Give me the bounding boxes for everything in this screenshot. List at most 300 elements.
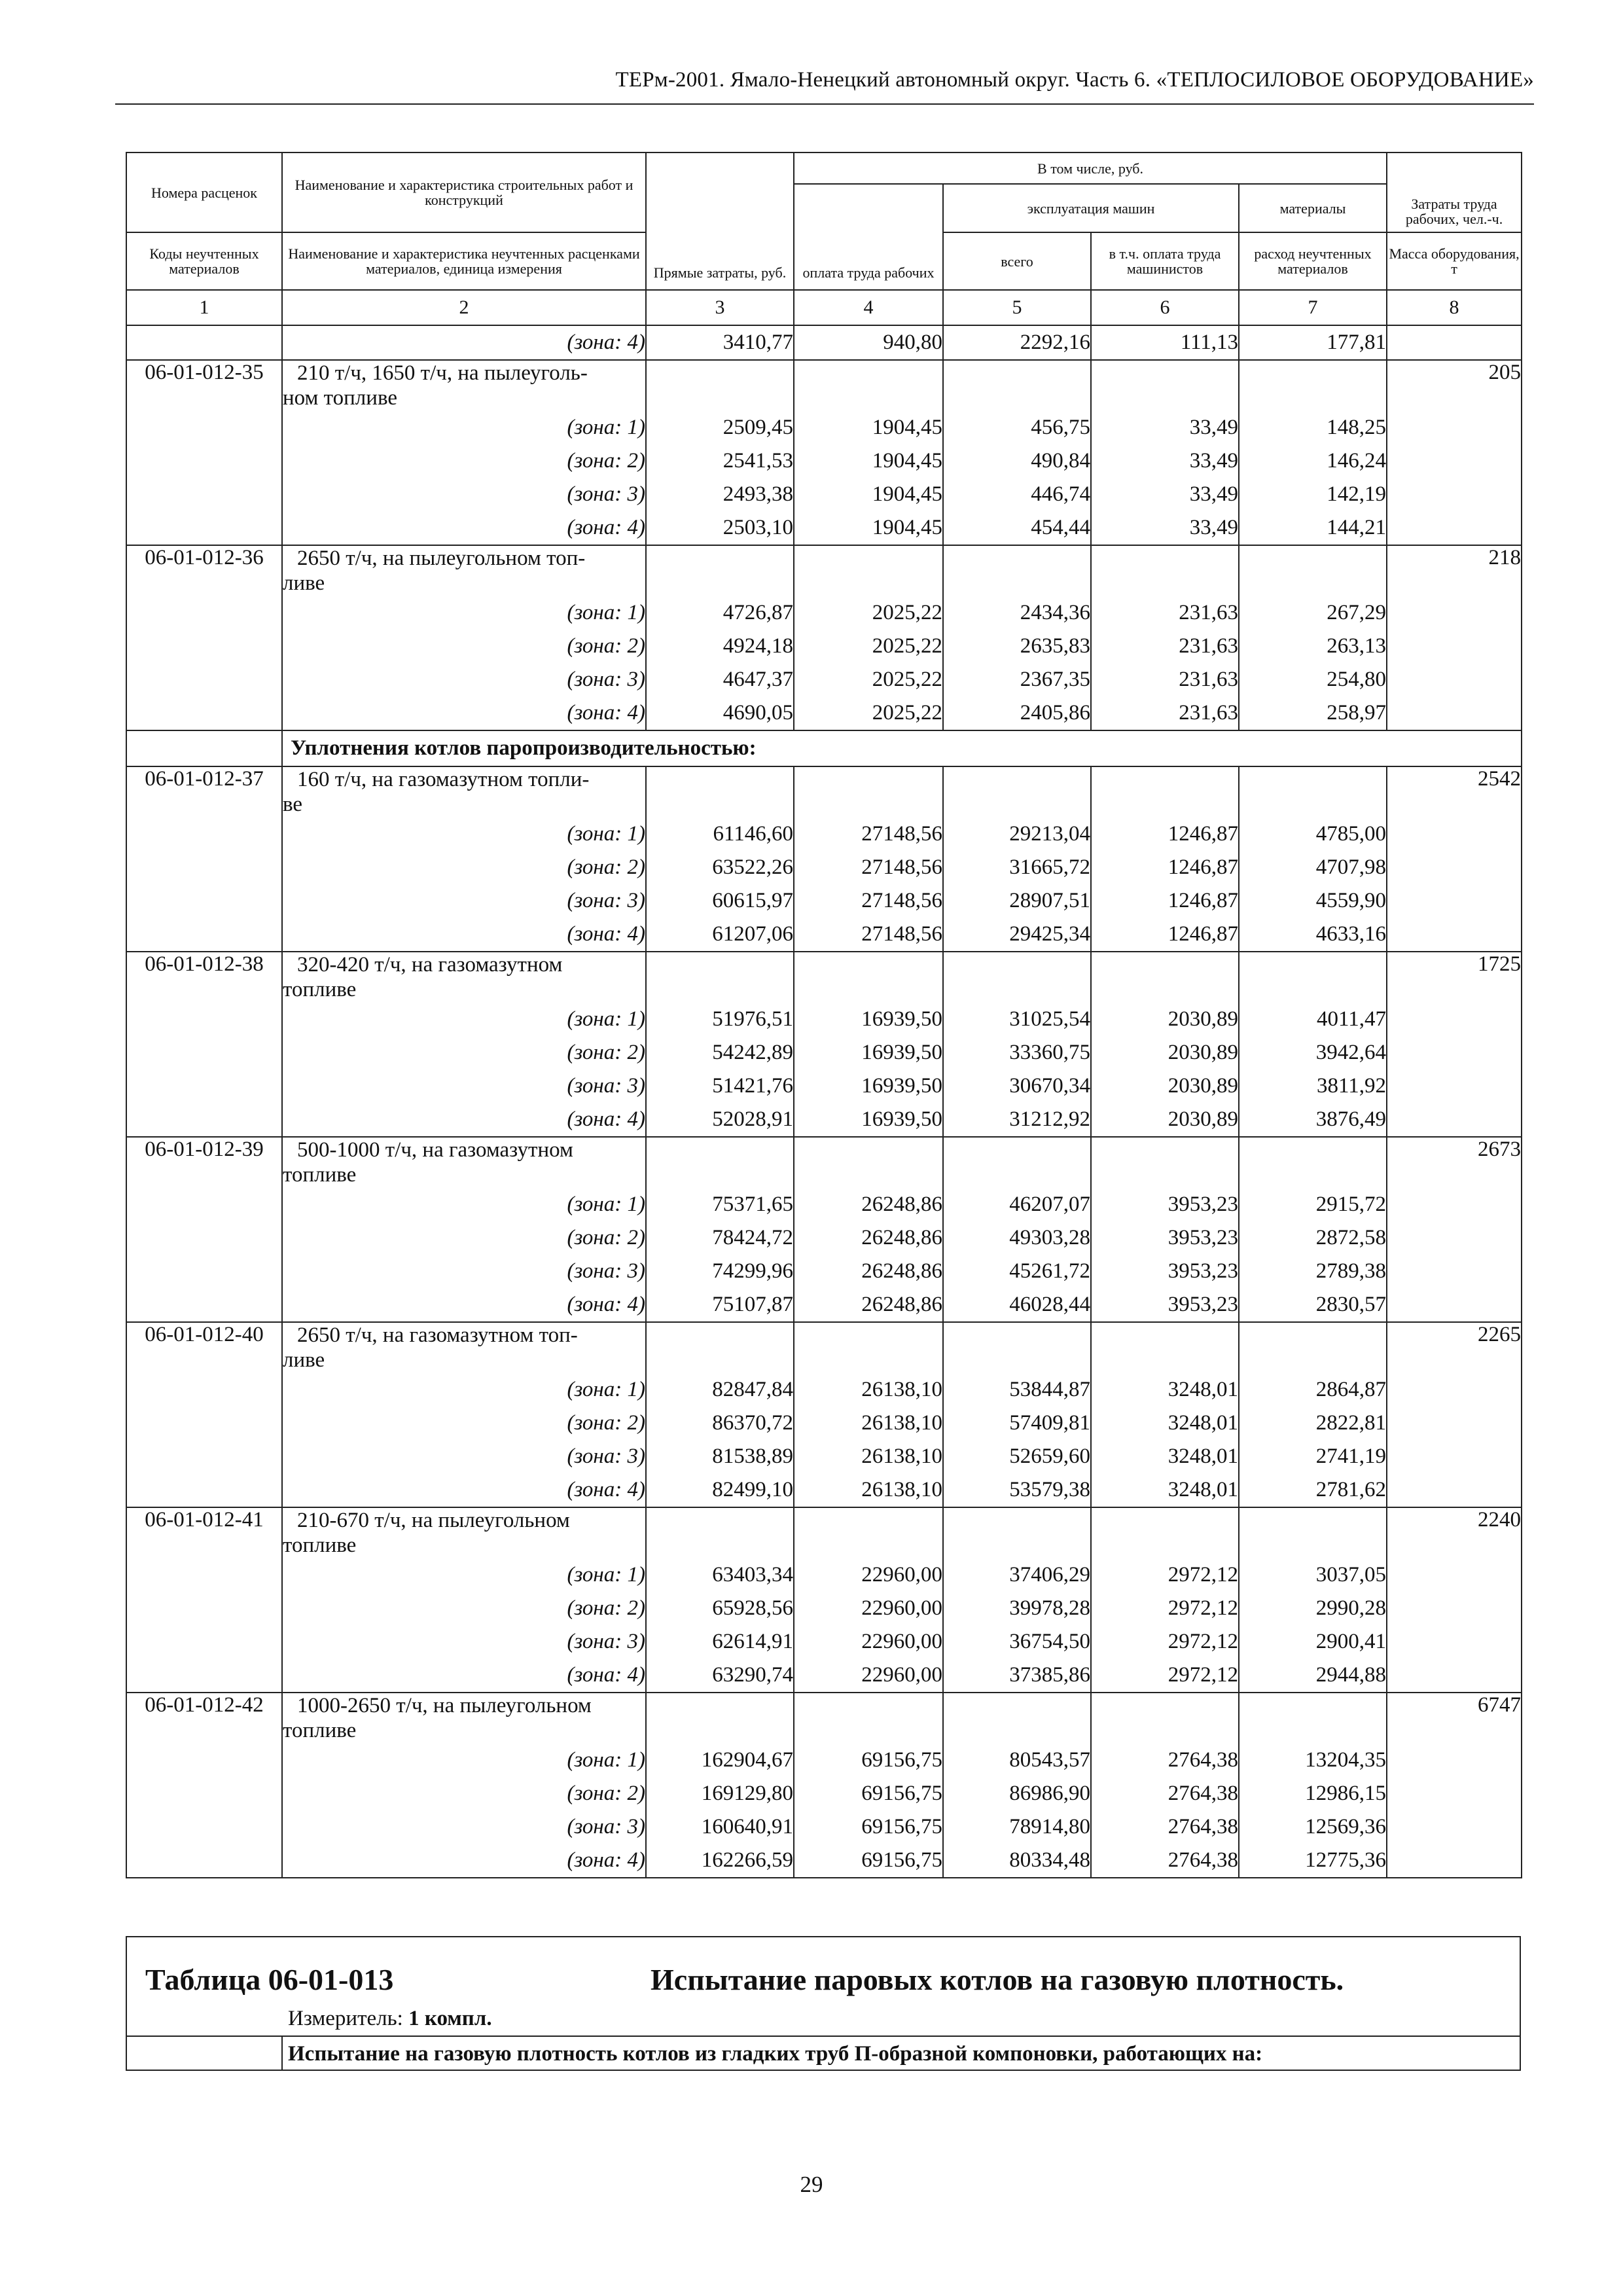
value-cell: 37385,86 [943, 1659, 1091, 1693]
next-table-title: Таблица 06-01-013 [145, 1963, 394, 1996]
value-cell: 26248,86 [794, 1255, 943, 1288]
value-cell: 33360,75 [943, 1036, 1091, 1069]
empty-cell [646, 1507, 794, 1558]
value-cell: 2872,58 [1239, 1221, 1387, 1255]
empty-cell [1091, 1137, 1239, 1188]
value-cell: 2509,45 [646, 411, 794, 444]
value-cell: 456,75 [943, 411, 1091, 444]
empty-cell [794, 1507, 943, 1558]
value-cell: 80543,57 [943, 1744, 1091, 1777]
rate-description-line: ном топливе [283, 386, 397, 410]
zone-label: (зона: 3) [282, 1625, 646, 1659]
empty-cell [943, 1137, 1091, 1188]
value-cell: 1904,45 [794, 411, 943, 444]
value-cell: 231,63 [1091, 663, 1239, 696]
zone-label: (зона: 4) [282, 1288, 646, 1322]
header-worker-pay: оплата труда рабочих [794, 184, 943, 290]
zone-label: (зона: 2) [282, 1221, 646, 1255]
value-cell: 2830,57 [1239, 1288, 1387, 1322]
rates-body [126, 290, 1522, 1878]
zone-label: (зона: 4) [282, 1659, 646, 1693]
value-cell: 61146,60 [646, 817, 794, 851]
zone-label: (зона: 4) [282, 1844, 646, 1878]
value-cell: 3410,77 [646, 325, 794, 360]
value-cell: 63403,34 [646, 1558, 794, 1592]
column-number: 6 [1091, 290, 1239, 325]
zone-row [126, 1069, 1522, 1103]
value-cell: 33,49 [1091, 478, 1239, 511]
zone-label: (зона: 2) [282, 1592, 646, 1625]
zone-row [126, 1744, 1522, 1777]
value-cell: 142,19 [1239, 478, 1387, 511]
value-cell: 177,81 [1239, 325, 1387, 360]
value-cell: 81538,89 [646, 1440, 794, 1473]
value-cell: 2864,87 [1239, 1373, 1387, 1407]
value-cell: 78914,80 [943, 1810, 1091, 1844]
value-cell: 29213,04 [943, 817, 1091, 851]
rate-description [282, 766, 646, 817]
zone-label: (зона: 1) [282, 1188, 646, 1221]
zone-label: (зона: 1) [282, 1003, 646, 1036]
empty-cell [1239, 766, 1387, 817]
value-cell: 2503,10 [646, 511, 794, 545]
zone-row [126, 1221, 1522, 1255]
value-cell: 3248,01 [1091, 1440, 1239, 1473]
column-number: 1 [126, 290, 282, 325]
value-cell: 16939,50 [794, 1069, 943, 1103]
empty-cell [794, 360, 943, 411]
empty-cell [646, 360, 794, 411]
value-cell: 446,74 [943, 478, 1091, 511]
rate-description-line: 2650 т/ч, на пылеугольном топ- [297, 547, 586, 570]
value-cell: 26248,86 [794, 1188, 943, 1221]
value-cell: 22960,00 [794, 1558, 943, 1592]
zone-label: (зона: 3) [282, 478, 646, 511]
value-cell: 16939,50 [794, 1036, 943, 1069]
rate-header-row [126, 1322, 1522, 1373]
value-cell: 162904,67 [646, 1744, 794, 1777]
value-cell: 2764,38 [1091, 1810, 1239, 1844]
rate-description [282, 360, 646, 411]
empty-cell [1091, 360, 1239, 411]
empty-cell [1239, 1322, 1387, 1373]
value-cell: 26138,10 [794, 1407, 943, 1440]
value-cell: 12569,36 [1239, 1810, 1387, 1844]
empty-cell [794, 545, 943, 596]
header-machinist-pay: в т.ч. оплата труда машинистов [1091, 232, 1239, 290]
rate-description-line: 2650 т/ч, на газомазутном топ- [297, 1323, 578, 1347]
zone-row [126, 696, 1522, 730]
labor-costs-value: 1725 [1387, 952, 1522, 1137]
rate-code: 06-01-012-42 [126, 1693, 282, 1878]
rate-code: 06-01-012-38 [126, 952, 282, 1137]
value-cell: 2972,12 [1091, 1659, 1239, 1693]
value-cell: 82847,84 [646, 1373, 794, 1407]
rate-code: 06-01-012-35 [126, 360, 282, 545]
rate-header-row [126, 1507, 1522, 1558]
value-cell: 60615,97 [646, 884, 794, 918]
value-cell: 2764,38 [1091, 1777, 1239, 1810]
rate-description-line: топливе [283, 978, 357, 1001]
value-cell: 1904,45 [794, 511, 943, 545]
next-table-section-label: Испытание на газовую плотность котлов из гладких труб П-образной компоновки, работающих на: [288, 2042, 1263, 2066]
value-cell: 31665,72 [943, 851, 1091, 884]
running-header: ТЕРм-2001. Ямало-Ненецкий автономный округ. Часть 6. «ТЕПЛОСИЛОВОЕ ОБОРУДОВАНИЕ» [615, 68, 1534, 92]
zone-label: (зона: 3) [282, 1810, 646, 1844]
rate-header-row [126, 1137, 1522, 1188]
zone-label: (зона: 1) [282, 1558, 646, 1592]
value-cell: 54242,89 [646, 1036, 794, 1069]
value-cell: 46207,07 [943, 1188, 1091, 1221]
value-cell: 82499,10 [646, 1473, 794, 1507]
labor-costs-value: 205 [1387, 360, 1522, 545]
empty-cell [1091, 766, 1239, 817]
rate-description-line: 500-1000 т/ч, на газомазутном [297, 1138, 573, 1162]
empty-cell [646, 1322, 794, 1373]
header-including: В том числе, руб. [794, 152, 1387, 184]
value-cell: 30670,34 [943, 1069, 1091, 1103]
value-cell: 3248,01 [1091, 1473, 1239, 1507]
value-cell: 69156,75 [794, 1744, 943, 1777]
empty-cell [1091, 1693, 1239, 1744]
zone-row [126, 1558, 1522, 1592]
rate-header-row [126, 360, 1522, 411]
value-cell: 3876,49 [1239, 1103, 1387, 1137]
value-cell: 65928,56 [646, 1592, 794, 1625]
rate-description [282, 952, 646, 1003]
empty-cell [1239, 545, 1387, 596]
labor-costs-value: 2542 [1387, 766, 1522, 952]
empty-cell [1091, 952, 1239, 1003]
value-cell: 22960,00 [794, 1592, 943, 1625]
value-cell: 4559,90 [1239, 884, 1387, 918]
zone-row [126, 1810, 1522, 1844]
header-materials: материалы [1239, 184, 1387, 232]
value-cell: 69156,75 [794, 1777, 943, 1810]
column-number: 8 [1387, 290, 1522, 325]
zone-row [126, 411, 1522, 444]
value-cell: 4924,18 [646, 630, 794, 663]
value-cell: 160640,91 [646, 1810, 794, 1844]
section-empty-cell [126, 730, 282, 766]
value-cell: 2292,16 [943, 325, 1091, 360]
value-cell: 28907,51 [943, 884, 1091, 918]
value-cell: 63522,26 [646, 851, 794, 884]
empty-cell [943, 545, 1091, 596]
value-cell: 2434,36 [943, 596, 1091, 630]
empty-cell [1091, 1507, 1239, 1558]
empty-cell [943, 1322, 1091, 1373]
value-cell: 2025,22 [794, 630, 943, 663]
zone-row [126, 851, 1522, 884]
value-cell: 12986,15 [1239, 1777, 1387, 1810]
value-cell: 27148,56 [794, 918, 943, 952]
value-cell: 62614,91 [646, 1625, 794, 1659]
column-number: 7 [1239, 290, 1387, 325]
value-cell: 16939,50 [794, 1003, 943, 1036]
zone-label: (зона: 1) [282, 1744, 646, 1777]
value-cell: 144,21 [1239, 511, 1387, 545]
empty-cell [646, 545, 794, 596]
value-cell: 2025,22 [794, 696, 943, 730]
zone-label: (зона: 3) [282, 884, 646, 918]
zone-label: (зона: 1) [282, 411, 646, 444]
value-cell: 53579,38 [943, 1473, 1091, 1507]
zone-label: (зона: 3) [282, 663, 646, 696]
value-cell: 61207,06 [646, 918, 794, 952]
value-cell: 1246,87 [1091, 817, 1239, 851]
rate-description [282, 1507, 646, 1558]
value-cell: 3953,23 [1091, 1221, 1239, 1255]
page-number: 29 [800, 2172, 823, 2197]
value-cell: 27148,56 [794, 884, 943, 918]
rate-description-line: ливе [283, 571, 325, 595]
rate-code: 06-01-012-39 [126, 1137, 282, 1322]
empty-cell [794, 1693, 943, 1744]
value-cell: 454,44 [943, 511, 1091, 545]
column-number: 3 [646, 290, 794, 325]
value-cell: 31025,54 [943, 1003, 1091, 1036]
value-cell: 2972,12 [1091, 1625, 1239, 1659]
value-cell: 2541,53 [646, 444, 794, 478]
value-cell: 3953,23 [1091, 1288, 1239, 1322]
header-rate-number: Номера расценок [126, 152, 282, 232]
value-cell: 3811,92 [1239, 1069, 1387, 1103]
value-cell: 26138,10 [794, 1473, 943, 1507]
value-cell: 53844,87 [943, 1373, 1091, 1407]
header-work-name: Наименование и характеристика строительных работ и конструкций [282, 152, 646, 232]
zone-label: (зона: 4) [282, 696, 646, 730]
labor-costs-value: 2673 [1387, 1137, 1522, 1322]
rate-description-line: 320-420 т/ч, на газомазутном [297, 953, 563, 977]
header-labor-costs: Затраты труда рабочих, чел.-ч. [1387, 152, 1522, 232]
value-cell: 46028,44 [943, 1288, 1091, 1322]
value-cell: 22960,00 [794, 1625, 943, 1659]
value-cell: 2741,19 [1239, 1440, 1387, 1473]
value-cell: 2915,72 [1239, 1188, 1387, 1221]
rates-table [126, 152, 1522, 1878]
labor-costs-value: 2265 [1387, 1322, 1522, 1507]
zone-label: (зона: 2) [282, 630, 646, 663]
zone-label: (зона: 1) [282, 1373, 646, 1407]
value-cell: 2030,89 [1091, 1003, 1239, 1036]
rate-header-row [126, 952, 1522, 1003]
zone-label: (зона: 2) [282, 444, 646, 478]
header-direct-costs: Прямые затраты, руб. [646, 152, 794, 290]
value-cell: 2367,35 [943, 663, 1091, 696]
value-cell: 2781,62 [1239, 1473, 1387, 1507]
value-cell: 2789,38 [1239, 1255, 1387, 1288]
zone-row [126, 511, 1522, 545]
carryover-row [126, 325, 1522, 360]
value-cell: 2972,12 [1091, 1592, 1239, 1625]
zone-label: (зона: 4) [282, 918, 646, 952]
value-cell: 37406,29 [943, 1558, 1091, 1592]
value-cell: 33,49 [1091, 444, 1239, 478]
value-cell: 231,63 [1091, 596, 1239, 630]
zone-row [126, 1288, 1522, 1322]
zone-label: (зона: 4) [282, 1473, 646, 1507]
zone-row [126, 918, 1522, 952]
zone-row [126, 1659, 1522, 1693]
value-cell: 4633,16 [1239, 918, 1387, 952]
empty-cell [943, 952, 1091, 1003]
value-cell: 27148,56 [794, 851, 943, 884]
value-cell: 39978,28 [943, 1592, 1091, 1625]
value-cell: 26248,86 [794, 1288, 943, 1322]
header-machines-total: всего [943, 232, 1091, 290]
zone-row [126, 1407, 1522, 1440]
empty-cell [646, 766, 794, 817]
header-material-names: Наименование и характеристика неучтенных расценками материалов, единица измерения [282, 232, 646, 290]
empty-cell [646, 952, 794, 1003]
value-cell: 267,29 [1239, 596, 1387, 630]
rate-description-line: 210-670 т/ч, на пылеугольном [297, 1509, 570, 1532]
value-cell: 4011,47 [1239, 1003, 1387, 1036]
value-cell: 4726,87 [646, 596, 794, 630]
next-table-section [127, 2036, 1520, 2071]
value-cell: 26138,10 [794, 1440, 943, 1473]
value-cell: 22960,00 [794, 1659, 943, 1693]
rate-code: 06-01-012-36 [126, 545, 282, 730]
value-cell: 4690,05 [646, 696, 794, 730]
empty-cell [1239, 360, 1387, 411]
value-cell: 63290,74 [646, 1659, 794, 1693]
value-cell: 231,63 [1091, 630, 1239, 663]
rate-description [282, 545, 646, 596]
value-cell: 3248,01 [1091, 1373, 1239, 1407]
value-cell: 2030,89 [1091, 1069, 1239, 1103]
rate-code: 06-01-012-40 [126, 1322, 282, 1507]
column-number: 5 [943, 290, 1091, 325]
zone-label: (зона: 4) [282, 325, 646, 360]
zone-row [126, 1188, 1522, 1221]
meter-value: 1 компл. [408, 2007, 492, 2030]
section-divider [281, 2036, 283, 2070]
next-table-block [126, 1936, 1521, 2071]
value-cell: 69156,75 [794, 1844, 943, 1878]
value-cell: 2990,28 [1239, 1592, 1387, 1625]
zone-row [126, 1473, 1522, 1507]
zone-row [126, 884, 1522, 918]
zone-label: (зона: 4) [282, 1103, 646, 1137]
value-cell: 52028,91 [646, 1103, 794, 1137]
value-cell: 27148,56 [794, 817, 943, 851]
value-cell: 31212,92 [943, 1103, 1091, 1137]
value-cell: 2764,38 [1091, 1844, 1239, 1878]
value-cell: 49303,28 [943, 1221, 1091, 1255]
zone-row [126, 596, 1522, 630]
section-title: Уплотнения котлов паропроизводительностью: [282, 730, 1522, 766]
rate-description [282, 1322, 646, 1373]
zone-row [126, 1844, 1522, 1878]
zone-label: (зона: 1) [282, 817, 646, 851]
value-cell: 75107,87 [646, 1288, 794, 1322]
value-cell: 162266,59 [646, 1844, 794, 1878]
value-cell: 2635,83 [943, 630, 1091, 663]
empty-cell [794, 952, 943, 1003]
zone-row [126, 1625, 1522, 1659]
value-cell: 490,84 [943, 444, 1091, 478]
zone-row [126, 663, 1522, 696]
empty-cell [1239, 1693, 1387, 1744]
empty-cell [646, 1693, 794, 1744]
value-cell: 263,13 [1239, 630, 1387, 663]
value-cell: 2030,89 [1091, 1036, 1239, 1069]
value-cell: 1904,45 [794, 478, 943, 511]
zone-row [126, 630, 1522, 663]
column-number: 4 [794, 290, 943, 325]
column-numbers-row [126, 290, 1522, 325]
empty-cell [1091, 1322, 1239, 1373]
value-cell: 36754,50 [943, 1625, 1091, 1659]
value-cell: 3953,23 [1091, 1188, 1239, 1221]
value-cell: 2030,89 [1091, 1103, 1239, 1137]
empty-cell [794, 1137, 943, 1188]
empty-cell [794, 766, 943, 817]
labor-costs-value: 218 [1387, 545, 1522, 730]
value-cell: 2900,41 [1239, 1625, 1387, 1659]
value-cell: 940,80 [794, 325, 943, 360]
zone-row [126, 444, 1522, 478]
value-cell: 74299,96 [646, 1255, 794, 1288]
value-cell: 51976,51 [646, 1003, 794, 1036]
value-cell: 26138,10 [794, 1373, 943, 1407]
value-cell: 258,97 [1239, 696, 1387, 730]
value-cell: 51421,76 [646, 1069, 794, 1103]
header-material-consumption: расход неучтенных материалов [1239, 232, 1387, 290]
zone-label: (зона: 3) [282, 1255, 646, 1288]
zone-label: (зона: 2) [282, 851, 646, 884]
value-cell: 2944,88 [1239, 1659, 1387, 1693]
zone-row [126, 1592, 1522, 1625]
rate-description [282, 1693, 646, 1744]
rates-table-wrap [126, 152, 1521, 1878]
rate-description-line: топливе [283, 1534, 357, 1557]
value-cell: 2972,12 [1091, 1558, 1239, 1592]
value-cell: 146,24 [1239, 444, 1387, 478]
value-cell: 69156,75 [794, 1810, 943, 1844]
next-table-meter [288, 2007, 492, 2031]
value-cell: 2822,81 [1239, 1407, 1387, 1440]
zone-label: (зона: 3) [282, 1440, 646, 1473]
rate-description-line: 160 т/ч, на газомазутном топли- [297, 768, 590, 791]
next-table-heading: Испытание паровых котлов на газовую плотность. [651, 1963, 1344, 1996]
value-cell: 33,49 [1091, 411, 1239, 444]
rate-description-line: 1000-2650 т/ч, на пылеугольном [297, 1694, 592, 1717]
value-cell: 148,25 [1239, 411, 1387, 444]
value-cell: 2025,22 [794, 663, 943, 696]
value-cell: 3953,23 [1091, 1255, 1239, 1288]
value-cell: 4707,98 [1239, 851, 1387, 884]
zone-row [126, 478, 1522, 511]
empty-cell [1239, 1507, 1387, 1558]
value-cell: 254,80 [1239, 663, 1387, 696]
labor-costs-value: 2240 [1387, 1507, 1522, 1693]
value-cell: 3248,01 [1091, 1407, 1239, 1440]
value-cell: 78424,72 [646, 1221, 794, 1255]
empty-cell [1239, 952, 1387, 1003]
empty-cell [1091, 545, 1239, 596]
rate-description [282, 1137, 646, 1188]
value-cell: 169129,80 [646, 1777, 794, 1810]
rate-description-line: ве [283, 793, 303, 816]
value-cell: 1246,87 [1091, 918, 1239, 952]
empty-cell [943, 1693, 1091, 1744]
value-cell: 26248,86 [794, 1221, 943, 1255]
labor-costs-value: 6747 [1387, 1693, 1522, 1878]
empty-cell [646, 1137, 794, 1188]
